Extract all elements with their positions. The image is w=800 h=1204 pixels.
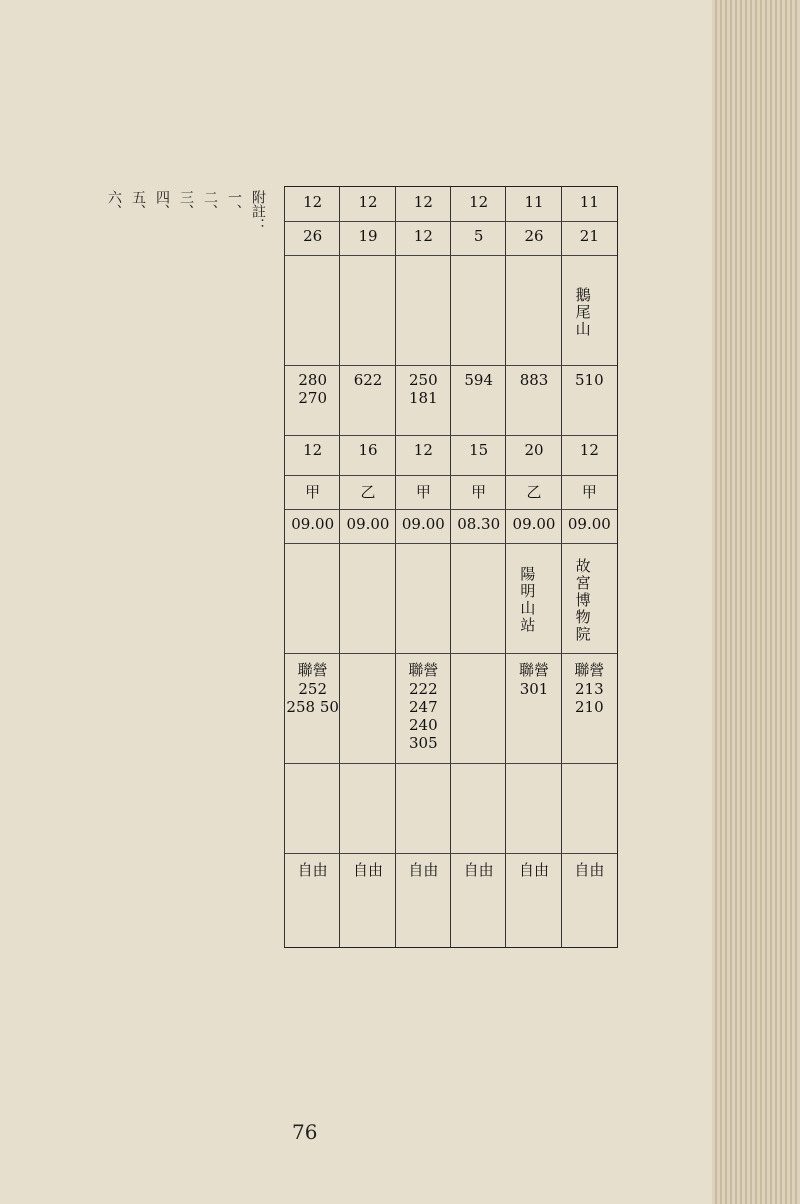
table-cell-empty	[396, 769, 451, 851]
table-cell-empty	[562, 769, 617, 851]
table-cell-sign: 自由	[408, 861, 439, 879]
table-cell-bus: 聯營213 210	[574, 661, 605, 716]
table-cell-month: 12	[358, 193, 378, 211]
table-cell-bus: 聯營301	[519, 661, 550, 698]
table-cell-alt: 883	[519, 371, 549, 389]
table-cell-sign: 自由	[353, 861, 384, 879]
table-cell-sign: 自由	[297, 861, 328, 879]
table-cell-month: 12	[413, 193, 433, 211]
table-cell-empty	[451, 769, 506, 851]
table-cell-day: 5	[473, 227, 484, 245]
row-divider	[285, 853, 617, 854]
table-cell-km: 12	[413, 441, 433, 459]
row-divider	[285, 255, 617, 256]
table-cell-grade: 甲	[471, 483, 487, 501]
page-number: 76	[292, 1120, 318, 1144]
table-cell-grade: 甲	[305, 483, 321, 501]
table-cell-day: 19	[358, 227, 378, 245]
table-cell-grade: 甲	[415, 483, 431, 501]
table-cell-grade: 乙	[360, 483, 376, 501]
table-cell-peak: 鵝尾山	[573, 286, 592, 338]
table-cell-time: 09.00	[512, 515, 556, 533]
table-cell-time: 09.00	[291, 515, 335, 533]
table-cell-day: 12	[413, 227, 433, 245]
table-cell-km: 12	[303, 441, 323, 459]
note-item-5: 五、	[130, 190, 146, 218]
row-divider	[285, 509, 617, 510]
notes-column	[30, 190, 270, 1050]
table-cell-km: 16	[358, 441, 378, 459]
table-cell-alt: 250 181	[409, 371, 438, 407]
table-cell-month: 11	[579, 193, 599, 211]
row-divider	[285, 221, 617, 222]
table-cell-time: 09.00	[567, 515, 611, 533]
row-divider	[285, 435, 617, 436]
table-cell-sign: 自由	[574, 861, 605, 879]
table-cell-grade: 乙	[526, 483, 542, 501]
table-cell-day: 21	[579, 227, 599, 245]
table-column	[284, 187, 340, 947]
table-cell-bus	[340, 659, 395, 761]
table-cell-alt: 622	[353, 371, 383, 389]
schedule-table	[284, 186, 618, 948]
table-column	[561, 187, 617, 947]
table-cell-km: 12	[579, 441, 599, 459]
table-cell-bus: 聯營252 258 50	[286, 661, 339, 716]
table-column	[395, 187, 451, 947]
table-cell-km: 15	[469, 441, 489, 459]
table-cell-bus: 聯營222 247 240 305	[408, 661, 439, 752]
table-cell-alt: 280 270	[298, 371, 327, 407]
table-cell-day: 26	[524, 227, 544, 245]
table-cell-sign: 自由	[519, 861, 550, 879]
row-divider	[285, 365, 617, 366]
table-cell-alt: 594	[464, 371, 493, 389]
table-cell-grade: 甲	[581, 483, 597, 501]
note-item-3: 三、	[178, 190, 194, 218]
row-divider	[285, 763, 617, 764]
table-cell-month: 12	[469, 193, 489, 211]
table-cell-month: 11	[524, 193, 544, 211]
notes-title: 附註：	[250, 190, 266, 232]
table-column	[339, 187, 395, 947]
table-cell-alt: 510	[575, 371, 604, 389]
table-cell-bus	[451, 659, 506, 761]
row-divider	[285, 543, 617, 544]
table-cell-km: 20	[524, 441, 544, 459]
table-cell-time: 09.00	[346, 515, 390, 533]
note-item-1: 一、	[226, 190, 242, 218]
table-cell-empty	[506, 769, 561, 851]
table-cell-empty	[285, 769, 340, 851]
table-cell-time: 08.30	[457, 515, 501, 533]
note-item-4: 四、	[154, 190, 170, 218]
table-cell-meet: 故宮博物院	[573, 557, 592, 643]
table-cell-sign: 自由	[463, 861, 494, 879]
table-column	[450, 187, 506, 947]
table-column	[505, 187, 561, 947]
row-divider	[285, 475, 617, 476]
table-cell-meet: 陽明山站	[518, 566, 537, 634]
note-item-6: 六、	[106, 190, 122, 218]
table-cell-time: 09.00	[401, 515, 445, 533]
row-divider	[285, 653, 617, 654]
table-cell-day: 26	[303, 227, 323, 245]
table-cell-month: 12	[303, 193, 323, 211]
note-item-2: 二、	[202, 190, 218, 218]
page-edges	[712, 0, 800, 1204]
table-cell-empty	[340, 769, 395, 851]
